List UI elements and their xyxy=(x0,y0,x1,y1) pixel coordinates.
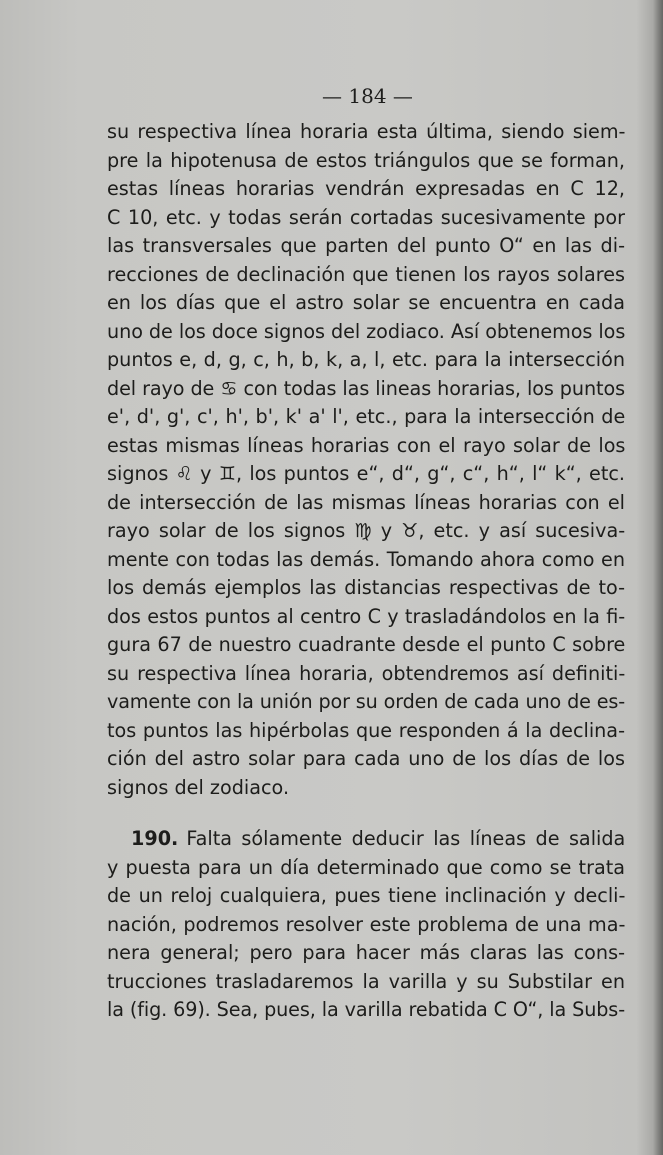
text-line: tos puntos las hipérbolas que responden á la declina- xyxy=(107,718,625,742)
text-line: rayo solar de los signos ♍ y ♉, etc. y así sucesiva- xyxy=(107,519,626,542)
text-line: en los días que el astro solar se encuentra en cada xyxy=(107,291,625,314)
text-line: mente con todas las demás. Tomando ahora como en xyxy=(107,547,625,571)
text-line: ción del astro solar para cada uno de los días de los xyxy=(107,747,625,770)
text-line-first xyxy=(107,825,625,854)
text-line: nera general; pero para hacer más claras las cons- xyxy=(107,941,625,964)
text-line: e', d', g', c', h', b', k' a' l', etc., para la intersección de xyxy=(107,405,626,428)
text-line: trucciones trasladaremos la varilla y su Substilar en xyxy=(107,969,625,993)
text-line: de un reloj cualquiera, pues tiene inclinación y decli- xyxy=(107,884,626,907)
text-line: signos del zodiaco. xyxy=(107,775,290,799)
page-edge-shadow xyxy=(653,0,663,1155)
text-line: estas mismas líneas horarias con el rayo solar de los xyxy=(107,433,626,457)
text-line: gura 67 de nuestro cuadrante desde el punto C sobre xyxy=(107,633,626,656)
paragraph-2 xyxy=(107,825,625,1025)
text-line: recciones de declinación que tienen los rayos solares xyxy=(107,262,625,286)
text-line: y puesta para un día determinado que como se trata xyxy=(107,855,625,879)
text-line: signos ♌ y ♊, los puntos e“, d“, g“, c“, h“, l“ k“, etc. xyxy=(107,462,625,485)
text-line: estas líneas horarias vendrán expresadas en C 12, xyxy=(107,177,625,200)
text-line: las transversales que parten del punto O“ en las di- xyxy=(107,234,625,257)
text-line: nación, podremos resolver este problema de una ma- xyxy=(107,912,626,936)
text-line: vamente con la unión por su orden de cada uno de es- xyxy=(107,690,625,713)
text-line: C 10, etc. y todas serán cortadas sucesivamente por xyxy=(107,205,625,229)
text-line-content: Falta sólamente deducir las líneas de salida xyxy=(186,827,626,850)
text-line: dos estos puntos al centro C y trasladándolos en la fi- xyxy=(107,604,626,628)
text-line: del rayo de ♋ con todas las lineas horarias, los puntos xyxy=(107,376,625,400)
text-line: su respectiva línea horaria esta última, siendo siem- xyxy=(107,120,626,143)
text-line: la (fig. 69). Sea, pues, la varilla rebatida C O“, la Subs- xyxy=(107,998,625,1021)
text-line: los demás ejemplos las distancias respectivas de to- xyxy=(107,576,626,599)
paragraph-number: 190. xyxy=(131,827,179,850)
text-line: de intersección de las mismas líneas horarias con el xyxy=(107,490,625,514)
page-number: — 184 — xyxy=(322,84,413,108)
text-line: su respectiva línea horaria, obtendremos así definiti- xyxy=(107,661,626,685)
text-line: puntos e, d, g, c, h, b, k, a, l, etc. para la intersección xyxy=(107,348,625,371)
paragraph-1 xyxy=(107,118,625,802)
text-line: uno de los doce signos del zodiaco. Así obtenemos los xyxy=(107,319,626,343)
text-line: pre la hipotenusa de estos triángulos que se forman, xyxy=(107,148,625,172)
